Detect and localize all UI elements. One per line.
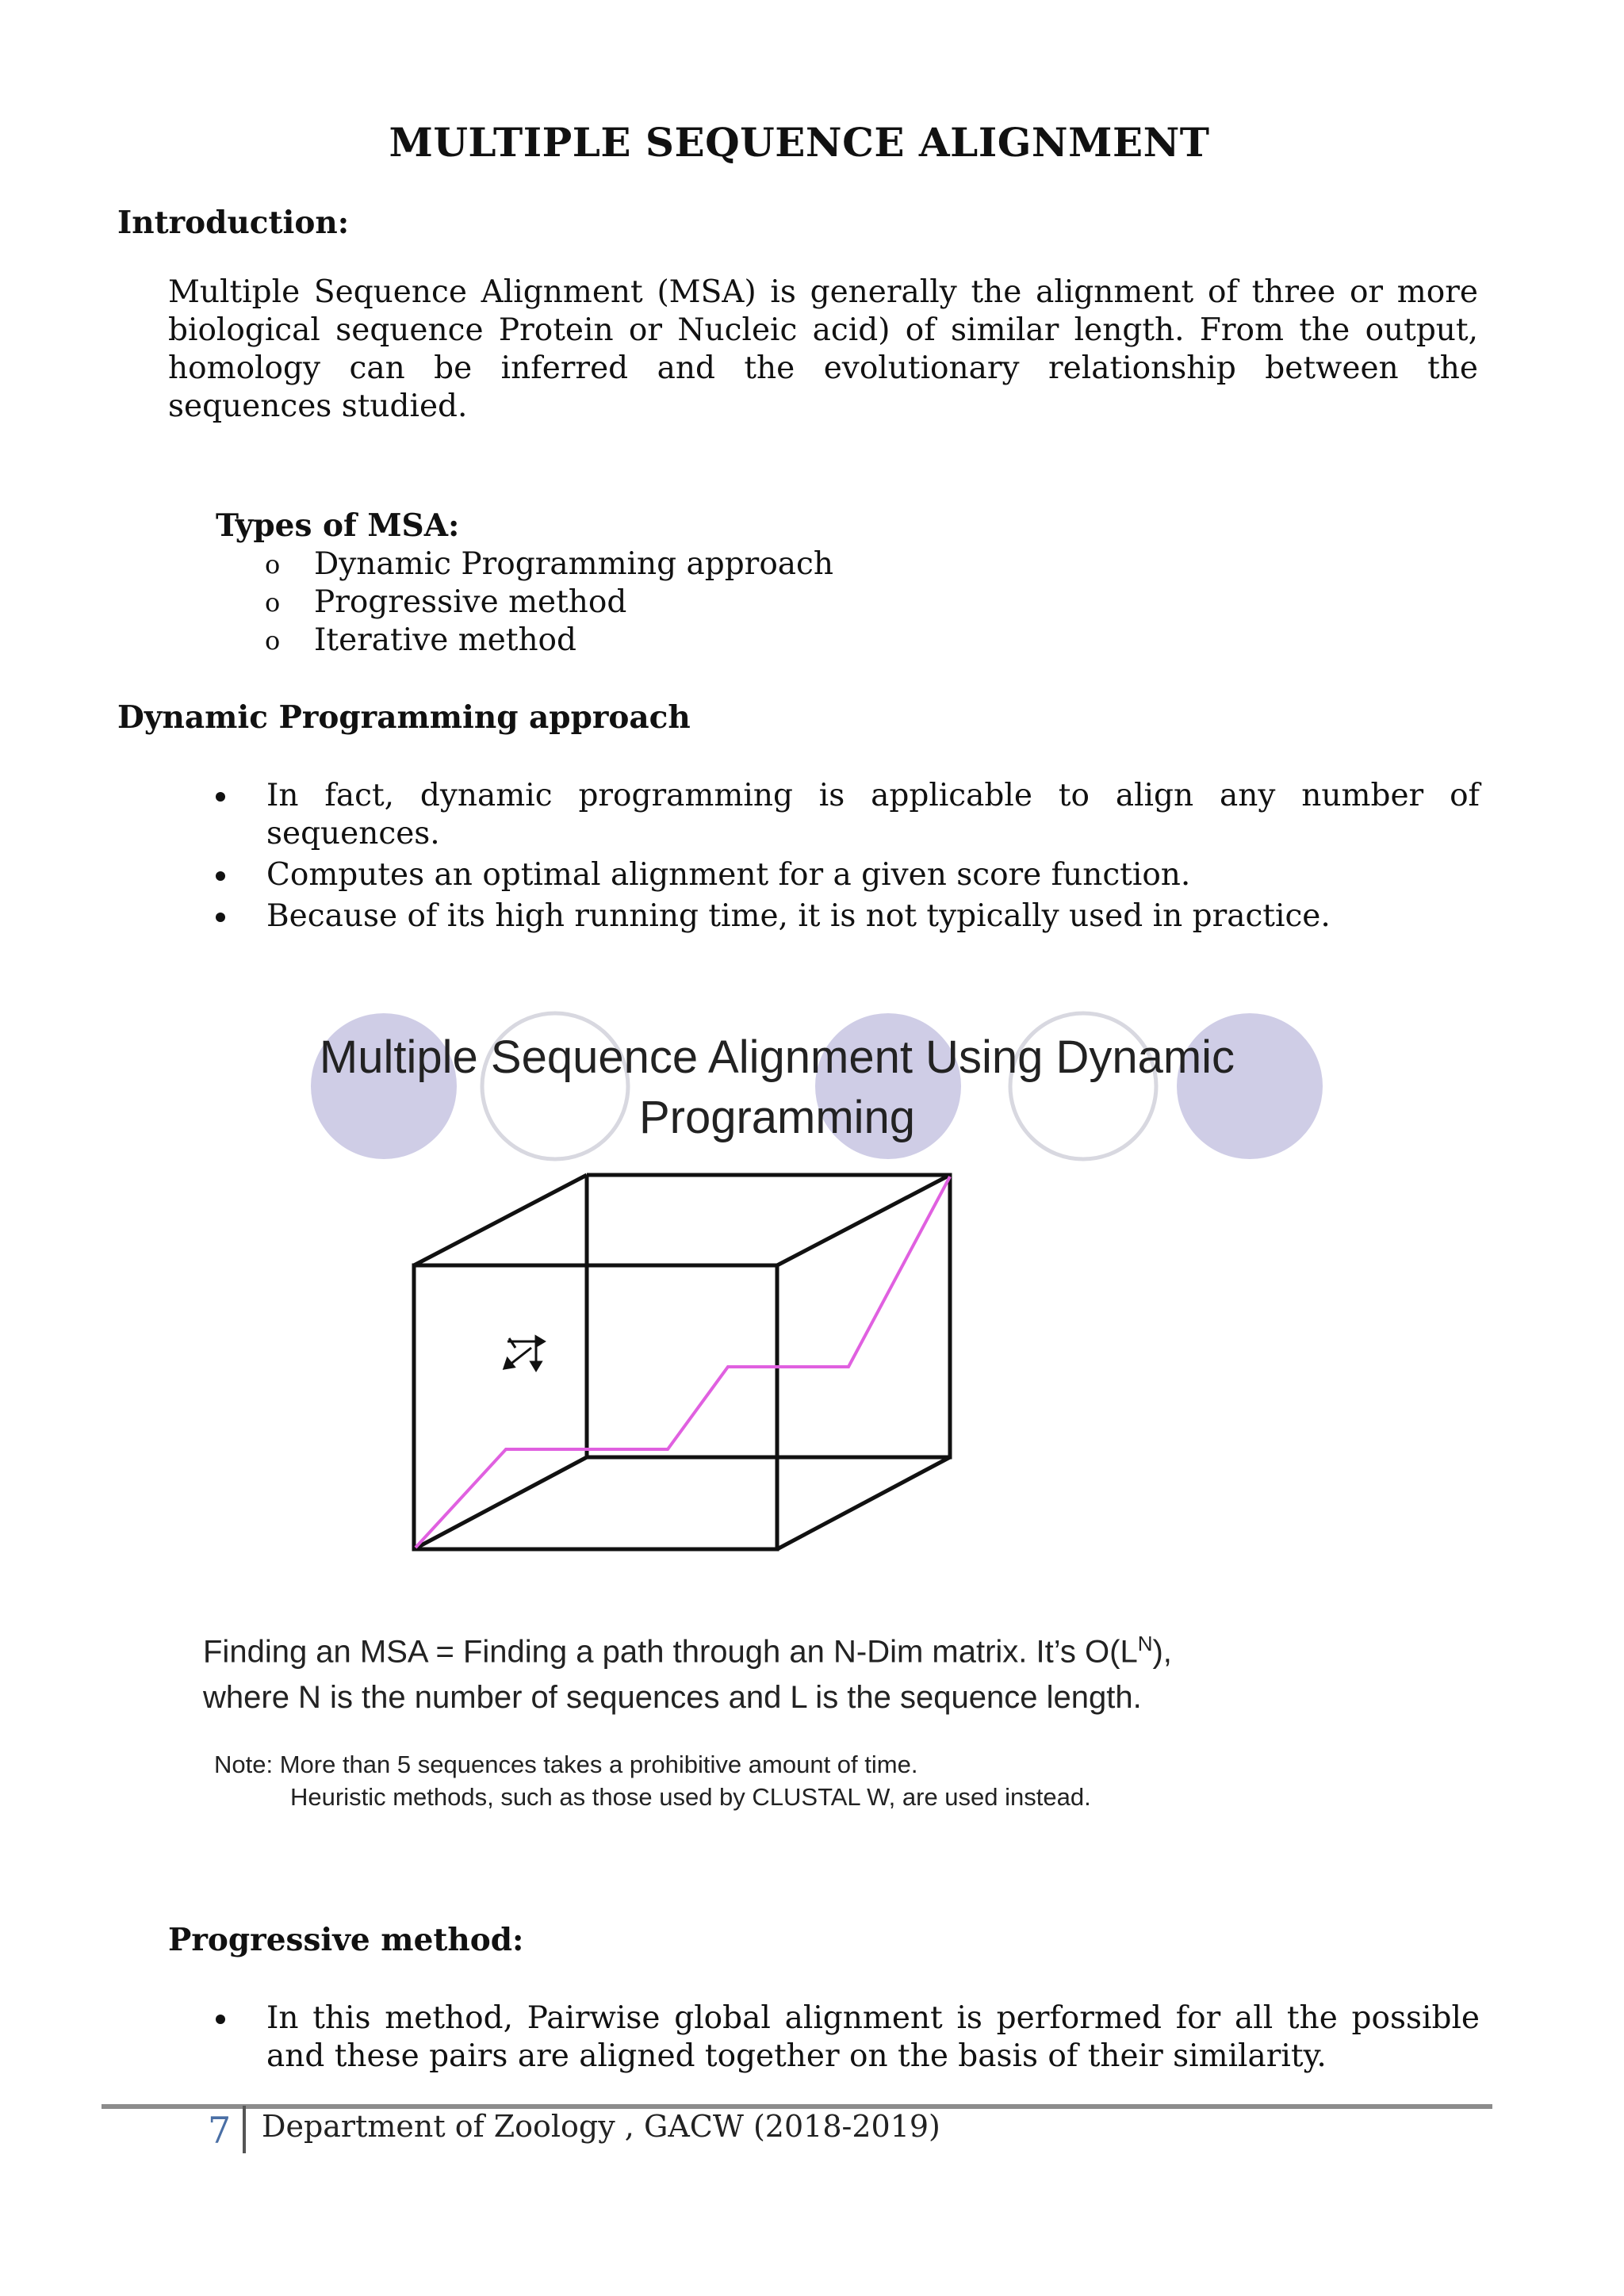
intro-line-2: biological sequence Protein or Nucleic acid) of similar length. From the output,: [168, 312, 1478, 348]
type-progressive: Progressive method: [314, 584, 627, 620]
list-item: [214, 1999, 1480, 2076]
dp-bullet-2: Computes an optimal alignment for a given score function.: [266, 857, 1191, 893]
type-dynamic-programming: Dynamic Programming approach: [314, 546, 834, 582]
dp-bullet-1-line-1: In fact, dynamic programming is applicable to align any number of: [266, 778, 1480, 813]
page-title: MULTIPLE SEQUENCE ALIGNMENT: [389, 119, 1210, 166]
dp-bullet-1-line-2: sequences.: [266, 816, 440, 851]
cube-back-face: [587, 1175, 950, 1457]
type-iterative: Iterative method: [314, 622, 577, 658]
page-number: 7: [208, 2109, 232, 2152]
circle-bullet-icon: o: [265, 549, 281, 580]
intro-line-4: sequences studied.: [168, 388, 468, 424]
note-line-2: Heuristic methods, such as those used by CLUSTAL W, are used instead.: [290, 1783, 1091, 1811]
figure-title: [238, 1027, 1316, 1148]
progressive-bullet-list: [214, 1999, 1480, 2079]
dp-heading: Dynamic Programming approach: [117, 699, 691, 736]
dp-bullet-3: Because of its high running time, it is not typically used in practice.: [266, 898, 1331, 934]
cube-drawing: [414, 1175, 950, 1549]
bullet-dot-icon: [216, 2015, 225, 2024]
direction-arrows-icon: [504, 1337, 544, 1370]
figure-title-line-1: Multiple Sequence Alignment Using Dynamic: [319, 1031, 1235, 1083]
figure-note: [214, 1748, 1404, 1813]
figure-title-line-2: Programming: [638, 1092, 916, 1143]
intro-line-1: Multiple Sequence Alignment (MSA) is generally the alignment of three or more: [168, 274, 1478, 310]
progressive-bullet-1-line-1: In this method, Pairwise global alignment is performed for all the possible: [266, 2000, 1480, 2036]
types-heading: Types of MSA:: [216, 507, 460, 544]
superscript-n: N: [1137, 1632, 1153, 1655]
cube-edge: [777, 1175, 950, 1265]
circle-bullet-icon: o: [265, 587, 281, 618]
intro-line-3: homology can be inferred and the evolutionary relationship between the: [168, 350, 1478, 386]
cube-edge: [777, 1457, 950, 1549]
caption-line-1: Finding an MSA = Finding a path through an N-Dim matrix. It’s $O(L^N)$,: [203, 1632, 1172, 1670]
progressive-bullet-1-line-2: and these pairs are aligned together on the basis of their similarity.: [266, 2038, 1327, 2074]
caption-line-2: where N is the number of sequences and L is the sequence length.: [203, 1680, 1142, 1716]
figure-caption: [203, 1621, 1392, 1720]
note-line-1: Note: More than 5 sequences takes a prohibitive amount of time.: [214, 1751, 918, 1778]
circle-bullet-icon: o: [265, 626, 281, 656]
footer-text: Department of Zoology , GACW (2018-2019): [262, 2109, 940, 2144]
alignment-path: [416, 1177, 950, 1548]
progressive-heading: Progressive method:: [168, 1922, 524, 1958]
introduction-heading: Introduction:: [117, 205, 350, 241]
cube-front-face: [414, 1265, 777, 1549]
cube-edge: [414, 1457, 587, 1549]
cube-edge: [414, 1175, 587, 1265]
footer-separator: [243, 2106, 246, 2153]
